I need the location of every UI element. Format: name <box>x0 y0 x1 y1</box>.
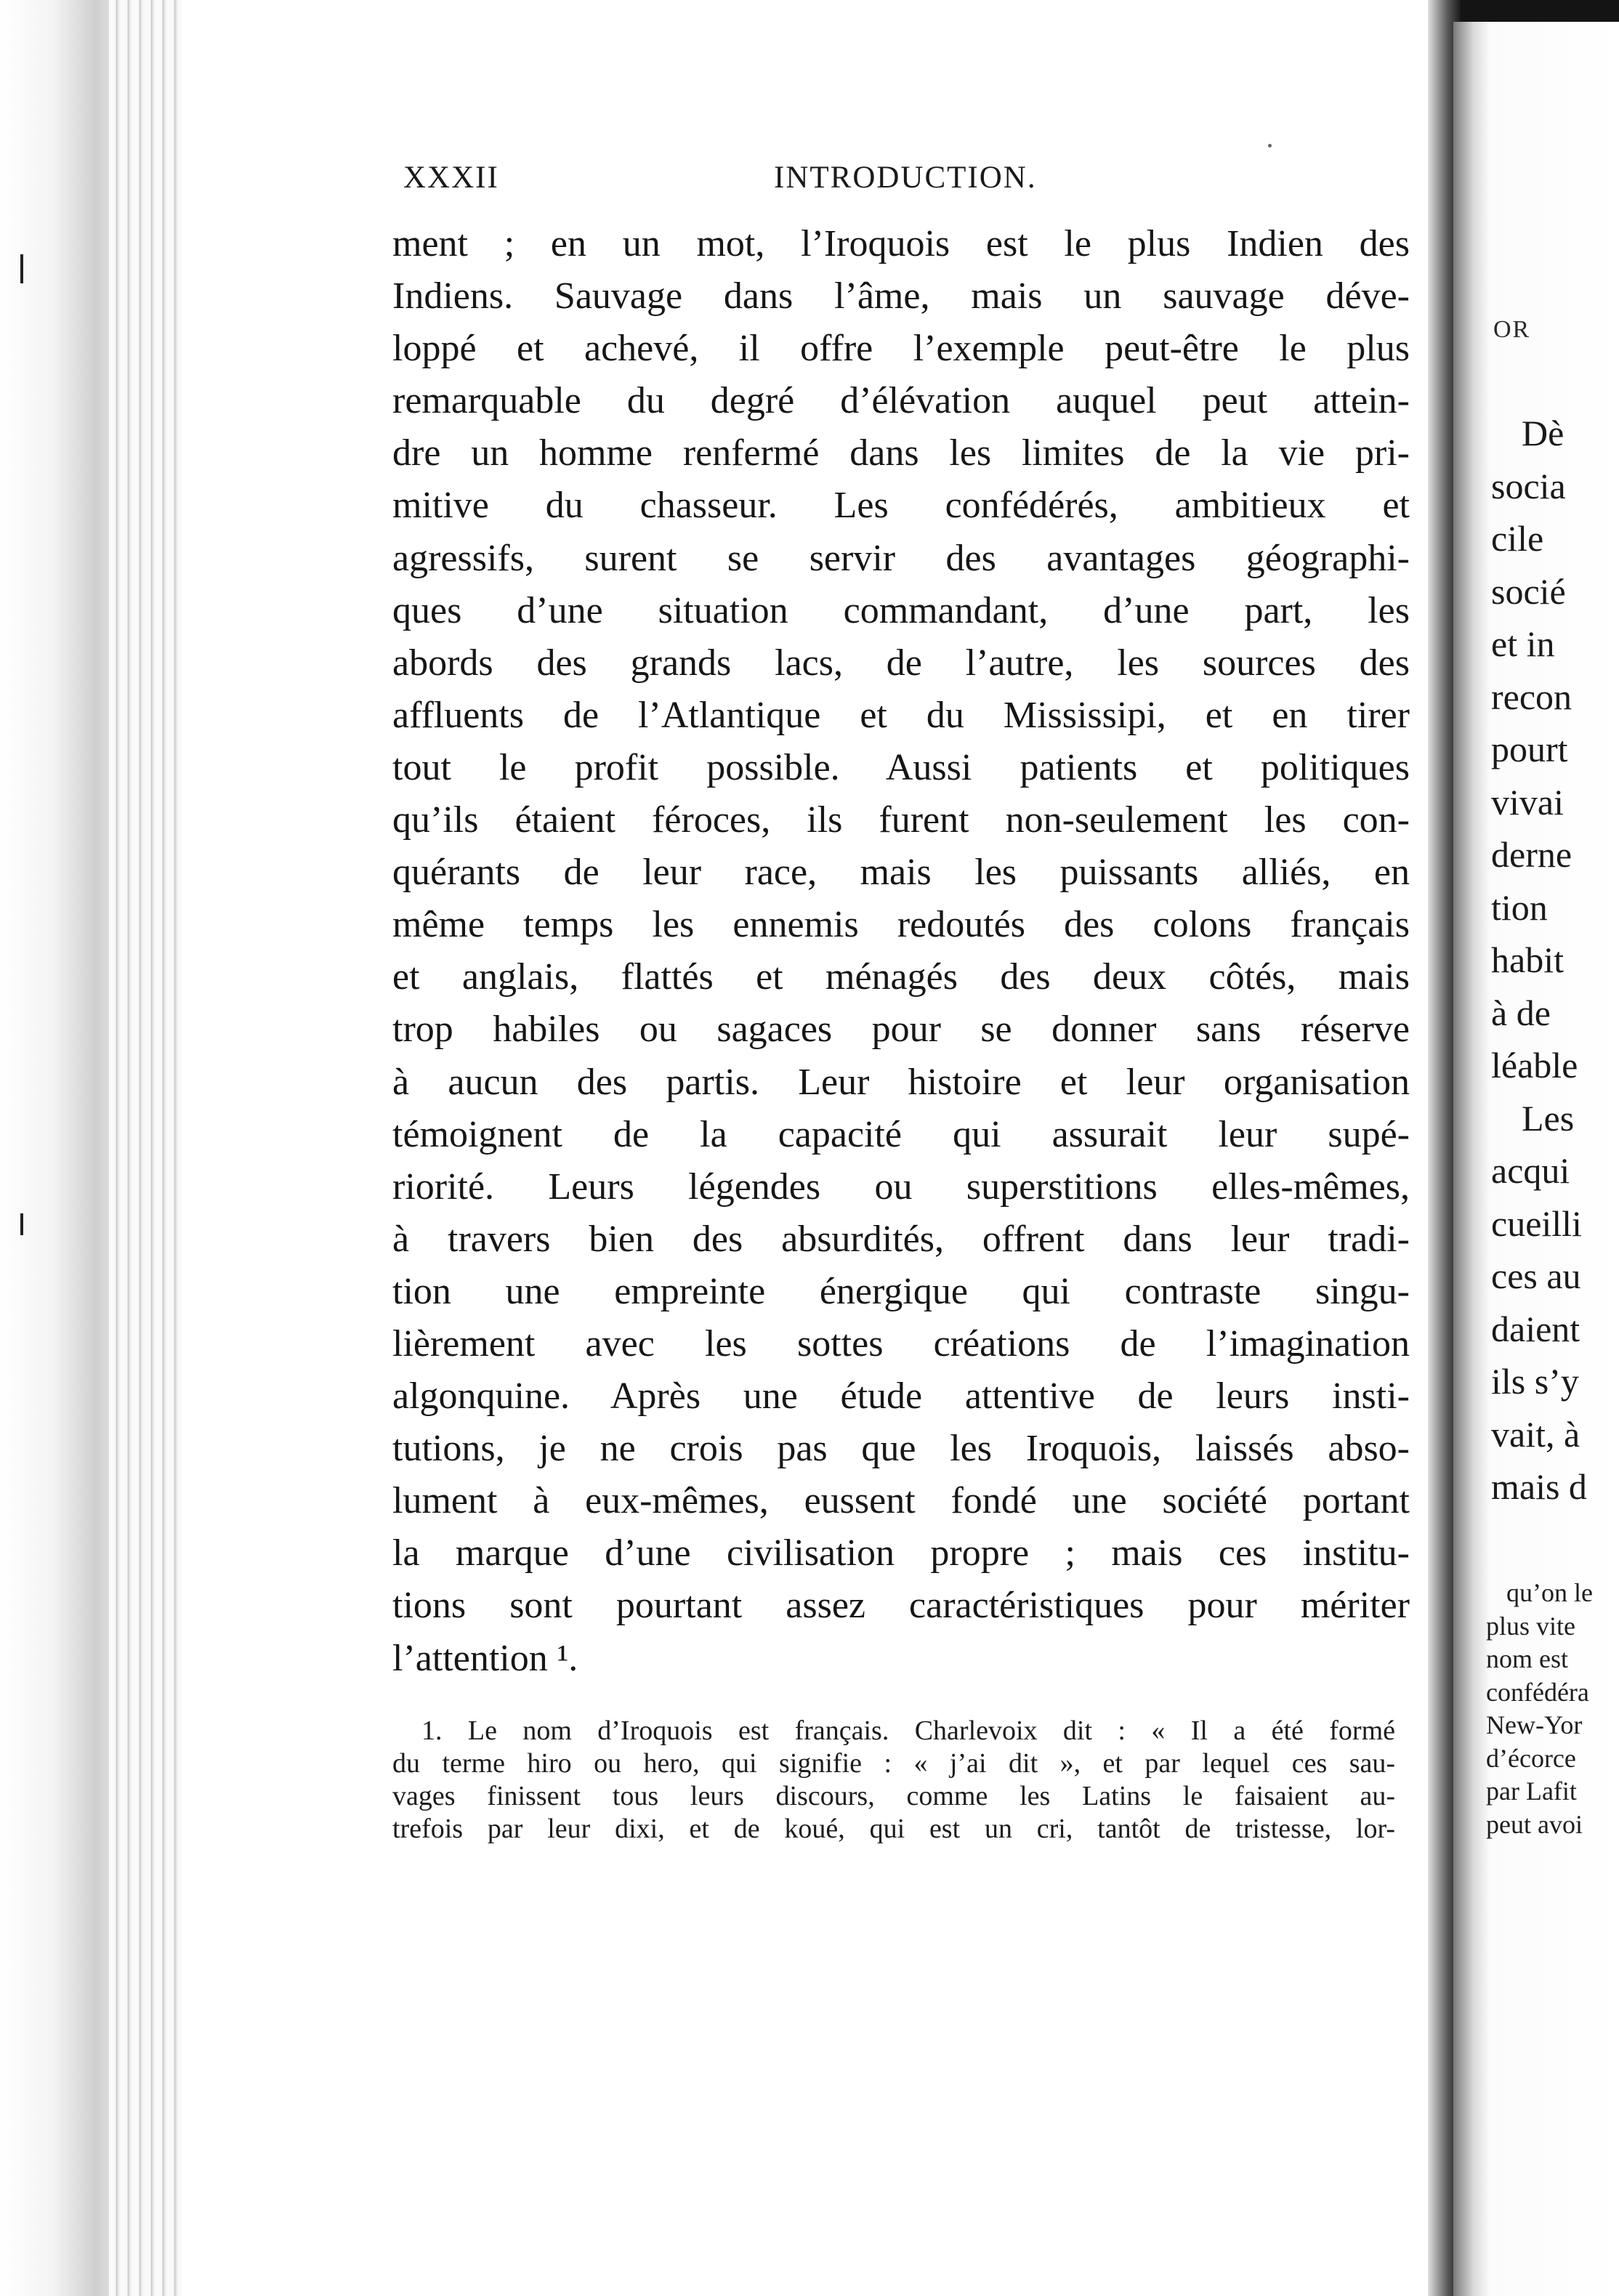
text-line: tutions, je ne crois pas que les Iroquois, laissés abso- <box>392 1428 1410 1470</box>
text-line: qu’ils étaient féroces, ils furent non-seulement les con- <box>392 799 1410 841</box>
footnote-line: du terme hiro ou hero, qui signifie : « j’ai dit », et par lequel ces sau- <box>392 1748 1395 1779</box>
page-number: XXXII <box>403 161 499 195</box>
text-line: lièrement avec les sottes créations de l’imagination <box>392 1322 1410 1365</box>
right-text-fragment: habit <box>1491 939 1564 980</box>
footnote-line: 1. Le nom d’Iroquois est français. Charlevoix dit : « Il a été formé <box>421 1715 1395 1746</box>
right-note-fragment: peut avoi <box>1486 1809 1583 1839</box>
text-line: et anglais, flattés et ménagés des deux côtés, mais <box>392 956 1410 998</box>
footnote-line: vages finissent tous leurs discours, comme les Latins le faisaient au- <box>392 1781 1395 1811</box>
text-line: affluents de l’Atlantique et du Mississipi, et en tirer <box>392 694 1410 736</box>
text-line: abords des grands lacs, de l’autre, les sources des <box>392 642 1410 684</box>
right-text-fragment: vait, à <box>1491 1413 1580 1455</box>
footnote-line: trefois par leur dixi, et de koué, qui est un cri, tantôt de tristesse, lor- <box>392 1814 1395 1844</box>
text-line: Indiens. Sauvage dans l’âme, mais un sauvage déve- <box>392 275 1410 318</box>
right-text-fragment: socié <box>1491 570 1566 612</box>
right-note-fragment: d’écorce <box>1486 1743 1576 1773</box>
text-line: quérants de leur race, mais les puissants alliés, en <box>392 852 1410 894</box>
right-note-fragment: nom est <box>1486 1644 1568 1673</box>
right-text-fragment: Les <box>1522 1097 1575 1139</box>
text-line: à aucun des partis. Leur histoire et leur organisation <box>392 1061 1410 1103</box>
text-line: témoignent de la capacité qui assurait leur supé- <box>392 1113 1410 1155</box>
right-text-fragment: ces au <box>1491 1256 1581 1296</box>
right-text-fragment: et in <box>1491 623 1555 664</box>
right-text-fragment: mais d <box>1491 1466 1587 1507</box>
body-text <box>392 218 1410 1685</box>
right-text-fragment: recon <box>1491 676 1572 717</box>
right-text-fragment: cueilli <box>1491 1202 1582 1244</box>
text-line: à travers bien des absurdités, offrent dans leur tradi- <box>392 1218 1410 1260</box>
text-line: lument à eux-mêmes, eussent fondé une société portant <box>392 1480 1410 1522</box>
text-line: même temps les ennemis redoutés des colons français <box>392 904 1410 946</box>
ink-speck <box>1268 144 1272 147</box>
right-page-text-fragments <box>1491 407 1619 1513</box>
text-line: agressifs, surent se servir des avantages géographi- <box>392 537 1410 579</box>
running-title: INTRODUCTION. <box>774 161 1037 195</box>
text-line: ment ; en un mot, l’Iroquois est le plus Indien des <box>392 223 1410 264</box>
right-text-fragment: vivai <box>1491 781 1564 822</box>
text-line: riorité. Leurs légendes ou superstitions elles-mêmes, <box>392 1165 1410 1208</box>
right-text-fragment: derne <box>1491 834 1572 875</box>
text-line: remarquable du degré d’élévation auquel peut attein- <box>392 380 1410 422</box>
scan-edge-mark <box>20 254 23 283</box>
right-text-fragment: daient <box>1491 1308 1580 1349</box>
text-line: la marque d’une civilisation propre ; mais ces institu- <box>392 1532 1410 1575</box>
text-line: tions sont pourtant assez caractéristiques pour mériter <box>392 1585 1410 1627</box>
right-note-fragment: New-Yor <box>1486 1710 1583 1739</box>
text-line: mitive du chasseur. Les confédérés, ambitieux et <box>392 485 1410 527</box>
text-line: ques d’une situation commandant, d’une part, les <box>392 589 1410 631</box>
right-text-fragment: Dè <box>1522 413 1565 453</box>
right-text-fragment: socia <box>1491 465 1566 506</box>
text-line: tout le profit possible. Aussi patients et politiques <box>392 746 1410 788</box>
right-text-fragment: pourt <box>1491 729 1568 769</box>
right-text-fragment: tion <box>1491 886 1548 928</box>
scan-edge-mark <box>20 1213 23 1235</box>
right-text-fragment: ils s’y <box>1491 1361 1579 1402</box>
text-line: tion une empreinte énergique qui contraste singu- <box>392 1270 1410 1312</box>
text-line: algonquine. Après une étude attentive de leurs insti- <box>392 1375 1410 1418</box>
text-line: l’attention ¹. <box>392 1637 578 1679</box>
text-line: trop habiles ou sagaces pour se donner sans réserve <box>392 1008 1410 1051</box>
right-note-fragment: plus vite <box>1486 1611 1575 1641</box>
text-line: loppé et achevé, il offre l’exemple peut-être le plus <box>392 328 1410 370</box>
right-text-fragment: cile <box>1491 518 1544 559</box>
right-text-fragment: léable <box>1491 1045 1578 1086</box>
right-text-fragment: acqui <box>1491 1150 1570 1191</box>
right-text-fragment: à de <box>1491 992 1551 1033</box>
right-page-note-fragments <box>1486 1577 1619 1841</box>
right-note-fragment: par Lafit <box>1486 1776 1577 1806</box>
stacked-page-edges <box>109 0 189 2296</box>
right-page-heading-fragment: OR <box>1493 316 1531 343</box>
right-note-fragment: qu’on le <box>1506 1578 1593 1607</box>
text-line: dre un homme renfermé dans les limites de la vie pri- <box>392 432 1410 474</box>
right-note-fragment: confédéra <box>1486 1677 1589 1707</box>
running-head <box>403 160 1421 203</box>
footnotes <box>392 1715 1395 1846</box>
